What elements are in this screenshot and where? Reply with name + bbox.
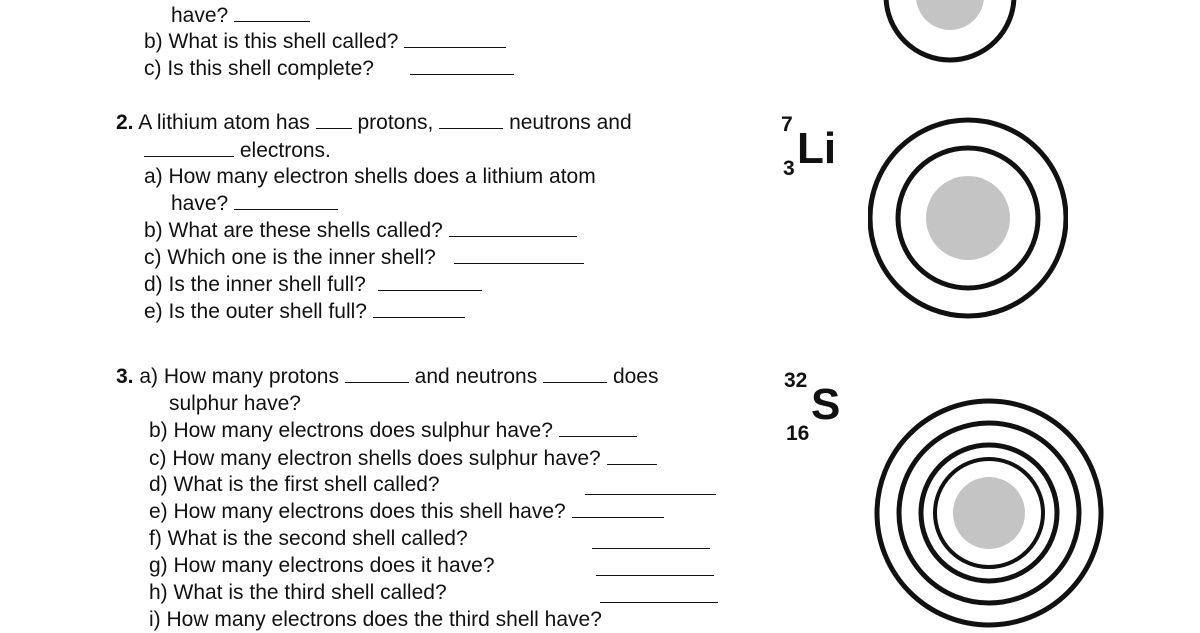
q3-neutrons-blank[interactable] [543,364,607,383]
q2-e [144,299,465,325]
q2-text-3: neutrons and [509,111,632,134]
q3-d-answer-blank[interactable] [585,476,716,495]
q1-b-text: b) What is this shell called? [144,30,399,53]
q3-e-text: e) How many electrons does this shell have? [149,500,566,523]
q3-line1 [116,364,658,390]
q3-d [149,472,440,498]
q2-protons-blank[interactable] [316,110,352,129]
q3-a-continuation [169,391,301,417]
q2-c-answer-blank[interactable] [454,245,584,264]
q2-number: 2. [116,111,134,134]
q3-mass-number: 32 [784,369,808,392]
q3-c-answer-blank[interactable] [607,446,657,465]
q3-d-text: d) What is the first shell called? [149,473,440,496]
q3-protons-blank[interactable] [345,364,409,383]
q2-electrons-blank[interactable] [144,138,234,157]
q2-c-text: c) Which one is the inner shell? [144,246,436,269]
q2-e-text: e) Is the outer shell full? [144,300,367,323]
q2-a-cont-text: have? [171,192,229,215]
q1-c [144,56,514,82]
q1-c-answer-blank[interactable] [410,56,514,75]
q2-a-continuation [171,191,338,217]
q3-i [149,607,602,633]
q2-nucleus [926,176,1010,260]
q2-a-text: a) How many electron shells does a lithium atom [144,165,596,188]
q3-f [149,526,468,552]
q1-a-answer-blank[interactable] [234,3,310,22]
q1-b [144,29,506,55]
q3-atom-diagram [868,392,1108,630]
q2-neutrons-blank[interactable] [439,110,503,129]
q1-nucleus [916,0,984,30]
q3-h-answer-blank[interactable] [600,584,718,603]
q2-atom-diagram [868,115,1068,325]
q2-text-2: protons, [357,111,434,134]
q3-text-1: a) How many protons [139,365,339,388]
q3-text-3: does [612,365,659,388]
q3-g-answer-blank[interactable] [596,557,714,576]
q1-c-text: c) Is this shell complete? [144,57,374,80]
q3-c-text: c) How many electron shells does sulphur have? [149,447,601,470]
q1-b-answer-blank[interactable] [404,29,506,48]
q2-text-1: A lithium atom has [138,111,310,134]
q3-b [149,418,637,444]
q2-d-answer-blank[interactable] [378,272,482,291]
q2-b [144,218,577,244]
q2-d [144,272,482,298]
q2-line2 [144,138,331,164]
q1-a-cont-text: have? [171,4,229,27]
q2-atomic-number: 3 [783,157,795,180]
q3-e [149,499,664,525]
q2-mass-number: 7 [781,113,793,136]
q2-e-answer-blank[interactable] [373,299,465,318]
q1-atom-diagram [880,0,1020,70]
q3-text-2: and neutrons [414,365,538,388]
q2-b-text: b) What are these shells called? [144,219,443,242]
q3-f-answer-blank[interactable] [592,530,710,549]
q3-i-text: i) How many electrons does the third shell have? [149,608,602,631]
q2-a [144,164,596,190]
q3-element-symbol: S [811,380,841,429]
q3-g [149,553,495,579]
q2-element-symbol: Li [797,124,837,173]
q3-atomic-number: 16 [786,422,810,445]
q3-number: 3. [116,365,134,388]
q3-g-text: g) How many electrons does it have? [149,554,495,577]
q2-a-answer-blank[interactable] [234,191,338,210]
q2-line1 [116,110,632,136]
q3-e-answer-blank[interactable] [572,499,664,518]
q2-d-text: d) Is the inner shell full? [144,273,366,296]
q2-b-answer-blank[interactable] [449,218,577,237]
q3-h-text: h) What is the third shell called? [149,581,447,604]
q2-c [144,245,584,271]
q3-a-cont-text: sulphur have? [169,392,301,415]
q2-text-4: electrons. [239,139,331,162]
q3-b-text: b) How many electrons does sulphur have? [149,419,553,442]
q3-nucleus [953,477,1025,549]
q1-a-continuation [171,3,310,29]
q3-f-text: f) What is the second shell called? [149,527,468,550]
q3-b-answer-blank[interactable] [559,418,637,437]
q3-h [149,580,447,606]
q3-c [149,446,657,472]
